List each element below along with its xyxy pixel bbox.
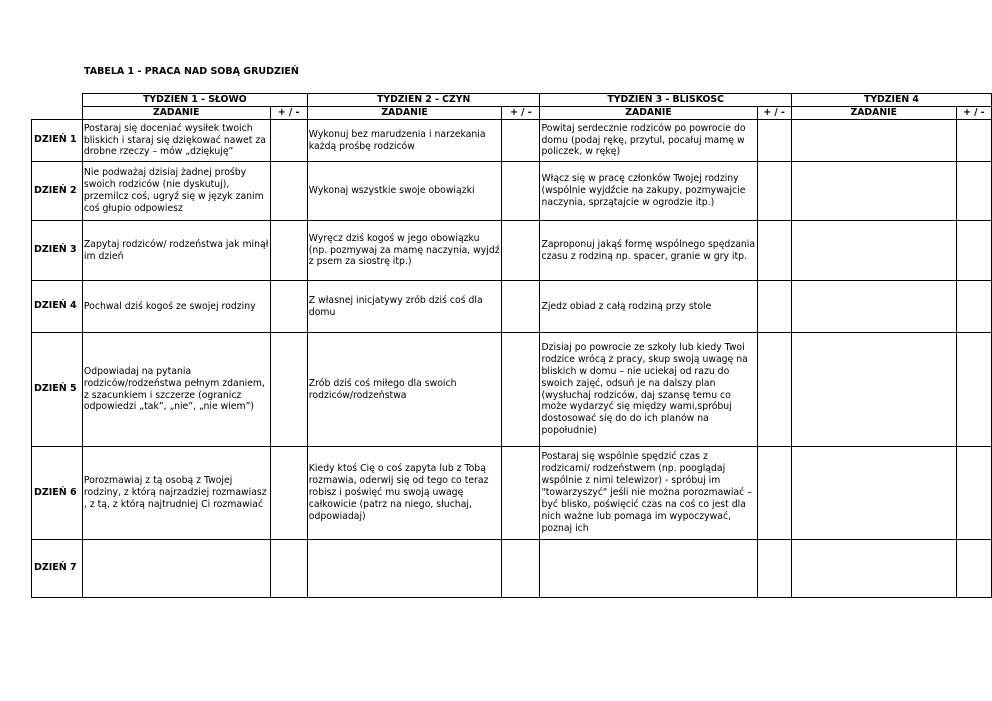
- mark-column-header: + / -: [502, 107, 540, 120]
- table-row: [32, 447, 992, 540]
- mark-cell[interactable]: [502, 120, 540, 162]
- task-cell: Porozmawiaj z tą osobą z Twojej rodziny, z którą najrzadziej rozmawiasz , z tą, z którą najtrudniej Ci rozmawiać: [82, 447, 270, 540]
- mark-cell[interactable]: [956, 333, 991, 447]
- mark-cell[interactable]: [502, 281, 540, 333]
- mark-cell[interactable]: [956, 281, 991, 333]
- mark-cell[interactable]: [956, 120, 991, 162]
- task-cell: [791, 540, 956, 598]
- week-header-row: [32, 94, 992, 107]
- day-label: DZIEŃ 3: [32, 221, 83, 281]
- mark-column-header: + / -: [757, 107, 791, 120]
- day-label: DZIEŃ 1: [32, 120, 83, 162]
- task-cell: [540, 540, 757, 598]
- table-row: [32, 333, 992, 447]
- week-2-header: TYDZIEŃ 2 - CZYN: [307, 94, 540, 107]
- task-cell: Kiedy ktoś Cię o coś zapyta lub z Tobą rozmawia, oderwij się od tego co teraz robisz i poświęć mu swoją uwagę całkowicie (patrz na niego, słuchaj, odpowiadaj): [307, 447, 501, 540]
- task-cell: [307, 540, 501, 598]
- mark-cell[interactable]: [757, 120, 791, 162]
- mark-cell[interactable]: [270, 221, 307, 281]
- week-4-header: TYDZIEŃ 4: [791, 94, 991, 107]
- mark-cell[interactable]: [757, 333, 791, 447]
- task-cell: Pochwal dziś kogoś ze swojej rodziny: [82, 281, 270, 333]
- table-row: [32, 162, 992, 221]
- task-cell: Nie podważaj dzisiaj żadnej prośby swoich rodziców (nie dyskutuj), przemilcz coś, ugryź się w język zanim coś głupio odpowiesz: [82, 162, 270, 221]
- task-cell: Wykonaj wszystkie swoje obowiązki: [307, 162, 501, 221]
- mark-column-header: + / -: [270, 107, 307, 120]
- task-cell: Zapytaj rodziców/ rodzeństwa jak minął im dzień: [82, 221, 270, 281]
- mark-cell[interactable]: [270, 281, 307, 333]
- week-1-header: TYDZIEŃ 1 - SŁOWO: [82, 94, 307, 107]
- task-cell: Powitaj serdecznie rodziców po powrocie do domu (podaj rękę, przytul, pocałuj mamę w policzek, w rękę): [540, 120, 757, 162]
- table-row: [32, 540, 992, 598]
- document-title: TABELA 1 - PRACA NAD SOBĄ GRUDZIEŃ: [84, 66, 299, 77]
- task-cell: Zjedz obiad z całą rodziną przy stole: [540, 281, 757, 333]
- task-cell: Odpowiadaj na pytania rodziców/rodzeństwa pełnym zdaniem, z szacunkiem i szczerze (ogranicz odpowiedzi „tak”, „nie”, „nie wiem”): [82, 333, 270, 447]
- table-row: [32, 120, 992, 162]
- table-row: [32, 281, 992, 333]
- mark-cell[interactable]: [270, 333, 307, 447]
- task-cell: Wyręcz dziś kogoś w jego obowiązku (np. pozmywaj za mamę naczynia, wyjdź z psem za siostrę itp.): [307, 221, 501, 281]
- task-cell: Z własnej inicjatywy zrób dziś coś dla domu: [307, 281, 501, 333]
- mark-cell[interactable]: [270, 162, 307, 221]
- column-header-row: [32, 107, 992, 120]
- mark-cell[interactable]: [502, 333, 540, 447]
- day-label: DZIEŃ 2: [32, 162, 83, 221]
- task-cell: [791, 221, 956, 281]
- mark-cell[interactable]: [502, 162, 540, 221]
- task-column-header: ZADANIE: [307, 107, 501, 120]
- day-label: DZIEŃ 6: [32, 447, 83, 540]
- task-cell: Włącz się w pracę członków Twojej rodziny (wspólnie wyjdźcie na zakupy, pozmywajcie naczynia, sprzątajcie w ogrodzie itp.): [540, 162, 757, 221]
- mark-cell[interactable]: [757, 221, 791, 281]
- mark-cell[interactable]: [757, 162, 791, 221]
- task-cell: Postaraj się doceniać wysiłek twoich bliskich i staraj się dziękować nawet za drobne rzeczy – mów „dziękuję”: [82, 120, 270, 162]
- day-label: DZIEŃ 4: [32, 281, 83, 333]
- day-label: DZIEŃ 7: [32, 540, 83, 598]
- task-column-header: ZADANIE: [540, 107, 757, 120]
- task-cell: [791, 120, 956, 162]
- task-column-header: ZADANIE: [791, 107, 956, 120]
- task-cell: [791, 281, 956, 333]
- mark-cell[interactable]: [956, 221, 991, 281]
- mark-cell[interactable]: [956, 540, 991, 598]
- mark-cell[interactable]: [956, 447, 991, 540]
- planner-table: [31, 93, 992, 598]
- table-row: [32, 221, 992, 281]
- mark-cell[interactable]: [270, 447, 307, 540]
- corner-cell: [32, 107, 83, 120]
- mark-cell[interactable]: [757, 281, 791, 333]
- task-cell: Postaraj się wspólnie spędzić czas z rodzicami/ rodzeństwem (np. pooglądaj wspólnie z nimi telewizor) - spróbuj im "towarzyszyć" jeśli nie można porozmawiać – być blisko, poświęcić czas na coś co jest dla nich ważne lub pomaga im wypoczywać, poznaj ich: [540, 447, 757, 540]
- task-cell: [791, 447, 956, 540]
- mark-cell[interactable]: [502, 221, 540, 281]
- day-label: DZIEŃ 5: [32, 333, 83, 447]
- mark-cell[interactable]: [502, 447, 540, 540]
- mark-cell[interactable]: [270, 540, 307, 598]
- mark-cell[interactable]: [757, 447, 791, 540]
- corner-cell: [32, 94, 83, 107]
- mark-column-header: + / -: [956, 107, 991, 120]
- week-3-header: TYDZIEŃ 3 - BLISKOŚĆ: [540, 94, 791, 107]
- task-cell: [791, 333, 956, 447]
- mark-cell[interactable]: [757, 540, 791, 598]
- task-column-header: ZADANIE: [82, 107, 270, 120]
- task-cell: Zaproponuj jakąś formę wspólnego spędzania czasu z rodziną np. spacer, granie w gry itp.: [540, 221, 757, 281]
- task-cell: Dzisiaj po powrocie ze szkoły lub kiedy Twoi rodzice wrócą z pracy, skup swoją uwagę na bliskich w domu – nie uciekaj od razu do swoich zajęć, odsuń je na dalszy plan (wysłuchaj rodziców, daj szansę temu co może wydarzyć się między wami,spróbuj dostosować się do do ich planów na popołudnie): [540, 333, 757, 447]
- task-cell: Zrób dziś coś miłego dla swoich rodziców/rodzeństwa: [307, 333, 501, 447]
- task-cell: [791, 162, 956, 221]
- mark-cell[interactable]: [956, 162, 991, 221]
- mark-cell[interactable]: [502, 540, 540, 598]
- mark-cell[interactable]: [270, 120, 307, 162]
- task-cell: [82, 540, 270, 598]
- task-cell: Wykonuj bez marudzenia i narzekania każdą prośbę rodziców: [307, 120, 501, 162]
